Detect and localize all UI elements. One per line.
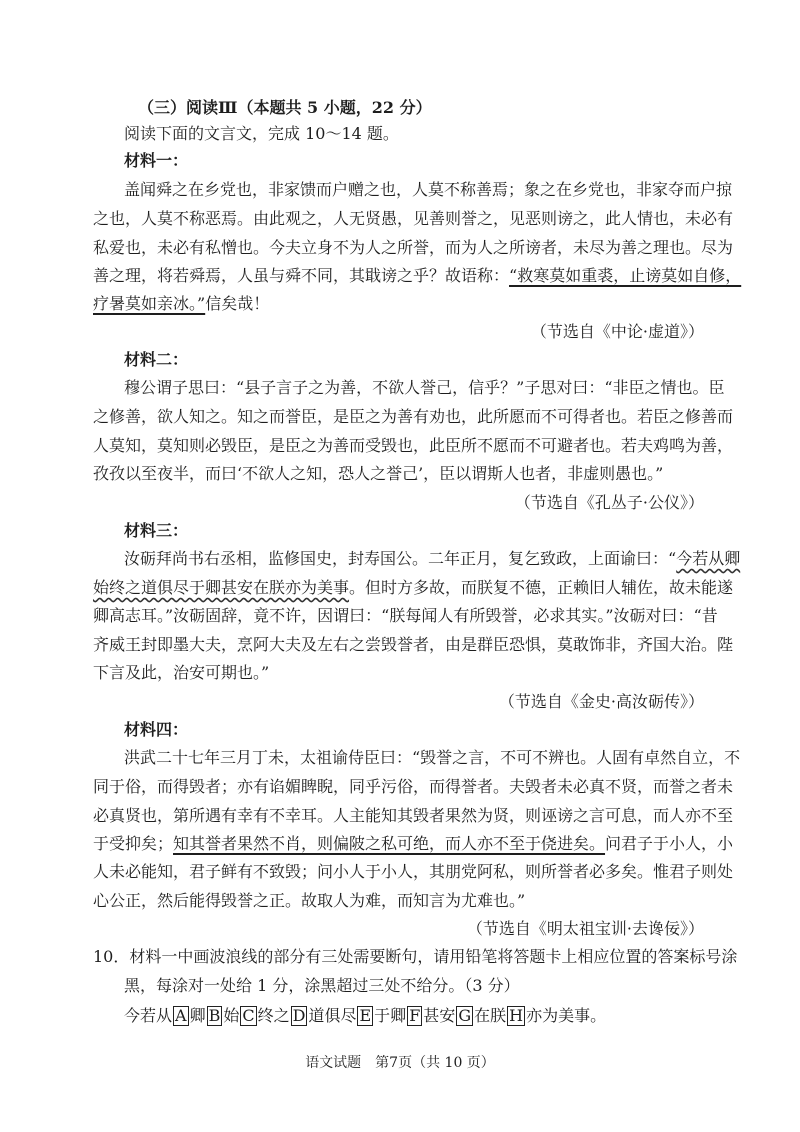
- material-3-source: （节选自《金史·高汝砺传》）: [498, 692, 704, 711]
- wavy-underlined-text: 今若从卿: [676, 549, 741, 568]
- material-3-line: 齐威王封即墨大夫，烹阿大夫及左右之尝毁誉者，由是群臣恐惧，莫敢饰非，齐国大治。陛: [93, 635, 734, 654]
- answer-segment: 始: [223, 1006, 240, 1025]
- answer-segment: 甚安: [423, 1006, 456, 1025]
- material-1-line: [93, 266, 741, 286]
- answer-segment: 道俱尽: [308, 1006, 357, 1025]
- answer-label-box[interactable]: E: [359, 1006, 372, 1025]
- material-4-line: 心公正，然后能得毁誉之正。故取人为难，而知言为尤难也。”: [93, 891, 526, 910]
- instruction: 阅读下面的文言文，完成 10～14 题。: [124, 124, 399, 143]
- material-3-line: [124, 549, 740, 569]
- answer-option-line: [124, 1006, 606, 1026]
- question-10-text: 黑，每涂对一处给 1 分，涂黑超过三处不给分。（3 分）: [124, 976, 520, 995]
- material-4-text: 于受抑矣；: [93, 834, 174, 853]
- material-4-label: 材料四：: [124, 720, 189, 739]
- wavy-underlined-text: 始终之道俱尽于卿甚安在朕亦为美事: [93, 578, 350, 597]
- material-2-line: 孜孜以至夜半，而曰‘不欲人之知，恐人之誉己’，臣以谓斯人也者，非虚则愚也。”: [93, 464, 664, 483]
- material-3-text: 。但时方多故，而朕复不德，正赖旧人辅佐，故未能遂: [349, 578, 734, 597]
- material-1-line: [93, 294, 269, 314]
- answer-label-box[interactable]: B: [208, 1006, 221, 1025]
- answer-label-box[interactable]: H: [509, 1006, 524, 1025]
- answer-segment: 卿: [189, 1006, 206, 1025]
- material-3-text: 汝砺拜尚书右丞相，监修国史，封寿国公。二年正月，复乞致政，上面谕曰：“: [124, 549, 677, 568]
- material-2-line: 穆公谓子思曰：“县子言子之为善，不欲人誉己，信乎？”子思对曰：“非臣之情也。臣: [124, 378, 725, 397]
- material-3-line: [93, 578, 733, 598]
- material-1-line: 盖闻舜之在乡党也，非家馈而户赠之也，人莫不称善焉；象之在乡党也，非家夺而户掠: [124, 180, 733, 199]
- answer-label-box[interactable]: G: [458, 1006, 472, 1025]
- answer-segment: 今若从: [124, 1006, 173, 1025]
- material-2-label: 材料二：: [124, 350, 189, 369]
- page-footer: 语文试题 第7页（共 10 页）: [305, 1055, 495, 1071]
- material-1-text: 信矣哉！: [205, 294, 270, 313]
- material-2-line: 之修善，欲人知之。知之而誉臣，是臣之为善有劝也，此所愿而不可得者也。若臣之修善而: [93, 407, 734, 426]
- material-4-text: 问君子于小人，小: [605, 834, 734, 853]
- material-3-line: 下言及此，治安可期也。”: [93, 663, 270, 682]
- material-3-line: 卿高志耳。”汝砺固辞，竟不许，因谓曰：“朕每闻人有所毁誉，必求其实。”汝砺对曰：“昔: [93, 606, 718, 625]
- question-10-text: 10．材料一中画波浪线的部分有三处需要断句，请用铅笔将答题卡上相应位置的答案标号涂: [93, 947, 738, 966]
- answer-segment: 于卿: [374, 1006, 407, 1025]
- underlined-quote: 疗暑莫如亲冰。”: [93, 294, 206, 313]
- answer-label-box[interactable]: F: [409, 1006, 421, 1025]
- material-4-line: 必真贤也，第所遇有幸有不幸耳。人主能知其毁者果然为贤，则诬谤之言可息，而人亦不至: [93, 806, 734, 825]
- material-2-source: （节选自《孔丛子·公仪》）: [514, 493, 704, 512]
- material-4-line: 人未必能知，君子鲜有不致毁；问小人于小人，其朋党阿私，则所誉者必多矣。惟君子则处: [93, 862, 734, 881]
- material-4-line: [93, 834, 733, 854]
- material-1-source: （节选自《中论·虚道》）: [530, 322, 704, 341]
- material-2-line: 人莫知，莫知则必毁臣，是臣之为善而受毁也，此臣所不愿而不可避者也。若夫鸡鸣为善，: [93, 436, 734, 455]
- material-1-text: 善之理，将若舜焉，人虽与舜不同，其戢谤之乎？故语称：: [93, 266, 510, 285]
- material-1-line: 私爱也，未必有私憎也。今夫立身不为人之所誉，而为人之所谤者，未尽为善之理也。尽为: [93, 238, 734, 257]
- answer-segment: 终之: [257, 1006, 290, 1025]
- underlined-sentence: 知其誉者果然不肖，则偏陂之私可绝，而人亦不至于侥进矣。: [173, 834, 606, 853]
- underlined-quote: “救寒莫如重裘，止谤莫如自修，: [509, 266, 742, 285]
- material-4-line: 同于俗，而得毁者；亦有谄媚睥睨，同乎污俗，而得誉者。夫毁者未必真不贤，而誉之者未: [93, 777, 734, 796]
- answer-segment: 在朕: [474, 1006, 507, 1025]
- material-4-line: 洪武二十七年三月丁未，太祖谕侍臣曰：“毁誉之言，不可不辨也。人固有卓然自立，不: [124, 748, 741, 767]
- answer-label-box[interactable]: C: [242, 1006, 255, 1025]
- answer-label-box[interactable]: D: [292, 1006, 306, 1025]
- material-1-label: 材料一：: [124, 151, 189, 170]
- material-3-label: 材料三：: [124, 521, 189, 540]
- section-heading: （三）阅读Ⅲ（本题共 5 小题，22 分）: [138, 98, 432, 117]
- answer-segment: 亦为美事。: [526, 1006, 607, 1025]
- answer-label-box[interactable]: A: [175, 1006, 187, 1025]
- material-4-source: （节选自《明太祖宝训·去谗佞》）: [466, 919, 704, 938]
- material-1-line: 之也，人莫不称恶焉。由此观之，人无贤愚，见善则誉之，见恶则谤之，此人情也，未必有: [93, 209, 734, 228]
